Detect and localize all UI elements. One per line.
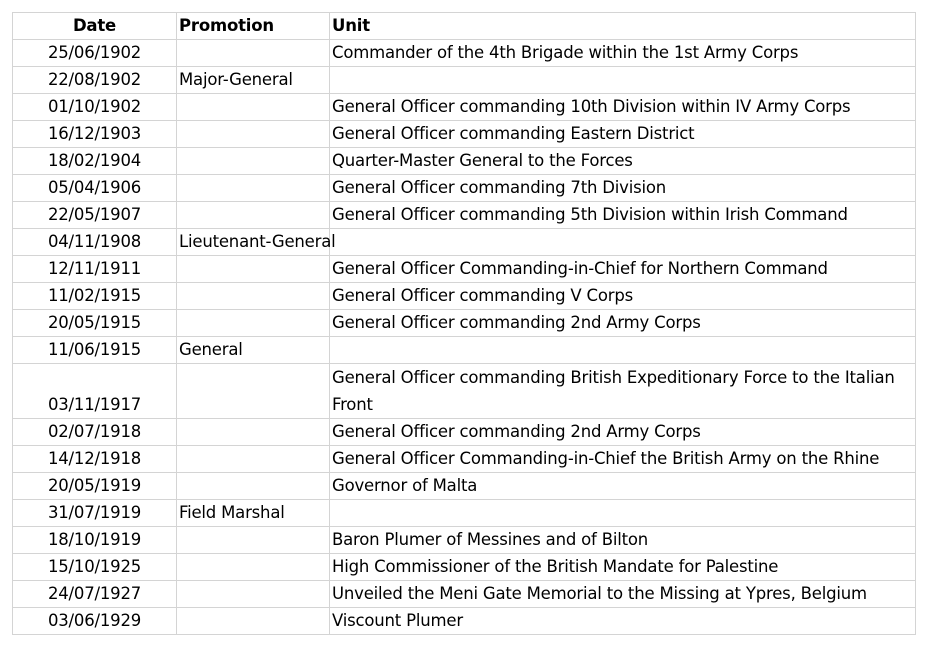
date-cell[interactable]: 18/02/1904 [13, 148, 177, 175]
date-cell[interactable]: 05/04/1906 [13, 175, 177, 202]
unit-cell[interactable] [330, 337, 916, 364]
unit-cell[interactable]: High Commissioner of the British Mandate for Palestine [330, 554, 916, 581]
unit-cell[interactable]: Viscount Plumer [330, 608, 916, 635]
table-row [13, 581, 916, 608]
date-cell[interactable]: 20/05/1915 [13, 310, 177, 337]
promotion-cell[interactable] [177, 202, 330, 229]
date-cell[interactable]: 01/10/1902 [13, 94, 177, 121]
promotion-cell[interactable] [177, 364, 330, 419]
date-cell[interactable]: 20/05/1919 [13, 473, 177, 500]
header-promotion[interactable]: Promotion [177, 13, 330, 40]
table-row [13, 175, 916, 202]
promotion-cell[interactable] [177, 121, 330, 148]
unit-cell[interactable]: Unveiled the Meni Gate Memorial to the Missing at Ypres, Belgium [330, 581, 916, 608]
unit-cell[interactable]: Governor of Malta [330, 473, 916, 500]
promotion-cell[interactable] [177, 527, 330, 554]
unit-cell[interactable]: Baron Plumer of Messines and of Bilton [330, 527, 916, 554]
date-cell[interactable]: 22/05/1907 [13, 202, 177, 229]
table-row [13, 283, 916, 310]
promotion-cell[interactable] [177, 175, 330, 202]
unit-cell[interactable]: General Officer commanding British Expeditionary Force to the Italian Front [330, 364, 916, 419]
promotion-cell[interactable] [177, 94, 330, 121]
unit-cell[interactable] [330, 67, 916, 94]
date-cell[interactable]: 03/11/1917 [13, 364, 177, 419]
unit-cell[interactable]: General Officer commanding 10th Division within IV Army Corps [330, 94, 916, 121]
date-cell[interactable]: 24/07/1927 [13, 581, 177, 608]
career-table [12, 12, 916, 635]
table-row [13, 256, 916, 283]
date-cell[interactable]: 15/10/1925 [13, 554, 177, 581]
promotion-cell[interactable] [177, 608, 330, 635]
unit-cell[interactable]: General Officer commanding 5th Division within Irish Command [330, 202, 916, 229]
unit-cell[interactable]: General Officer commanding Eastern District [330, 121, 916, 148]
table-row [13, 229, 916, 256]
promotion-cell[interactable] [177, 310, 330, 337]
table-row [13, 67, 916, 94]
unit-cell[interactable]: General Officer commanding 7th Division [330, 175, 916, 202]
unit-cell[interactable]: General Officer commanding 2nd Army Corps [330, 419, 916, 446]
unit-cell[interactable]: General Officer commanding 2nd Army Corps [330, 310, 916, 337]
promotion-cell[interactable]: Major-General [177, 67, 330, 94]
date-cell[interactable]: 22/08/1902 [13, 67, 177, 94]
table-row [13, 419, 916, 446]
table-row [13, 337, 916, 364]
promotion-cell[interactable] [177, 256, 330, 283]
table-row [13, 473, 916, 500]
date-cell[interactable]: 18/10/1919 [13, 527, 177, 554]
table-row [13, 121, 916, 148]
table-row [13, 202, 916, 229]
promotion-cell[interactable] [177, 419, 330, 446]
date-cell[interactable]: 12/11/1911 [13, 256, 177, 283]
header-date[interactable]: Date [13, 13, 177, 40]
unit-cell[interactable] [330, 500, 916, 527]
promotion-cell[interactable] [177, 554, 330, 581]
date-cell[interactable]: 16/12/1903 [13, 121, 177, 148]
table-header [13, 13, 916, 40]
unit-cell[interactable]: Quarter-Master General to the Forces [330, 148, 916, 175]
date-cell[interactable]: 03/06/1929 [13, 608, 177, 635]
table-row [13, 40, 916, 67]
table-row [13, 94, 916, 121]
date-cell[interactable]: 11/02/1915 [13, 283, 177, 310]
unit-cell[interactable]: Commander of the 4th Brigade within the 1st Army Corps [330, 40, 916, 67]
table-row [13, 608, 916, 635]
date-cell[interactable]: 11/06/1915 [13, 337, 177, 364]
promotion-cell[interactable] [177, 283, 330, 310]
table-row [13, 310, 916, 337]
date-cell[interactable]: 31/07/1919 [13, 500, 177, 527]
table-row [13, 148, 916, 175]
promotion-cell[interactable]: Field Marshal [177, 500, 330, 527]
table-body [13, 40, 916, 635]
promotion-cell[interactable] [177, 473, 330, 500]
unit-cell[interactable]: General Officer Commanding-in-Chief the British Army on the Rhine [330, 446, 916, 473]
promotion-cell[interactable] [177, 40, 330, 67]
promotion-cell[interactable] [177, 581, 330, 608]
unit-cell[interactable] [330, 229, 916, 256]
table-row [13, 446, 916, 473]
unit-cell[interactable]: General Officer Commanding-in-Chief for Northern Command [330, 256, 916, 283]
header-row [13, 13, 916, 40]
table-row [13, 527, 916, 554]
table-row [13, 500, 916, 527]
date-cell[interactable]: 02/07/1918 [13, 419, 177, 446]
unit-cell[interactable]: General Officer commanding V Corps [330, 283, 916, 310]
promotion-cell[interactable] [177, 148, 330, 175]
table-row [13, 364, 916, 419]
date-cell[interactable]: 25/06/1902 [13, 40, 177, 67]
promotion-cell[interactable]: Lieutenant-General [177, 229, 330, 256]
promotion-cell[interactable]: General [177, 337, 330, 364]
promotion-cell[interactable] [177, 446, 330, 473]
table-row [13, 554, 916, 581]
date-cell[interactable]: 04/11/1908 [13, 229, 177, 256]
header-unit[interactable]: Unit [330, 13, 916, 40]
date-cell[interactable]: 14/12/1918 [13, 446, 177, 473]
